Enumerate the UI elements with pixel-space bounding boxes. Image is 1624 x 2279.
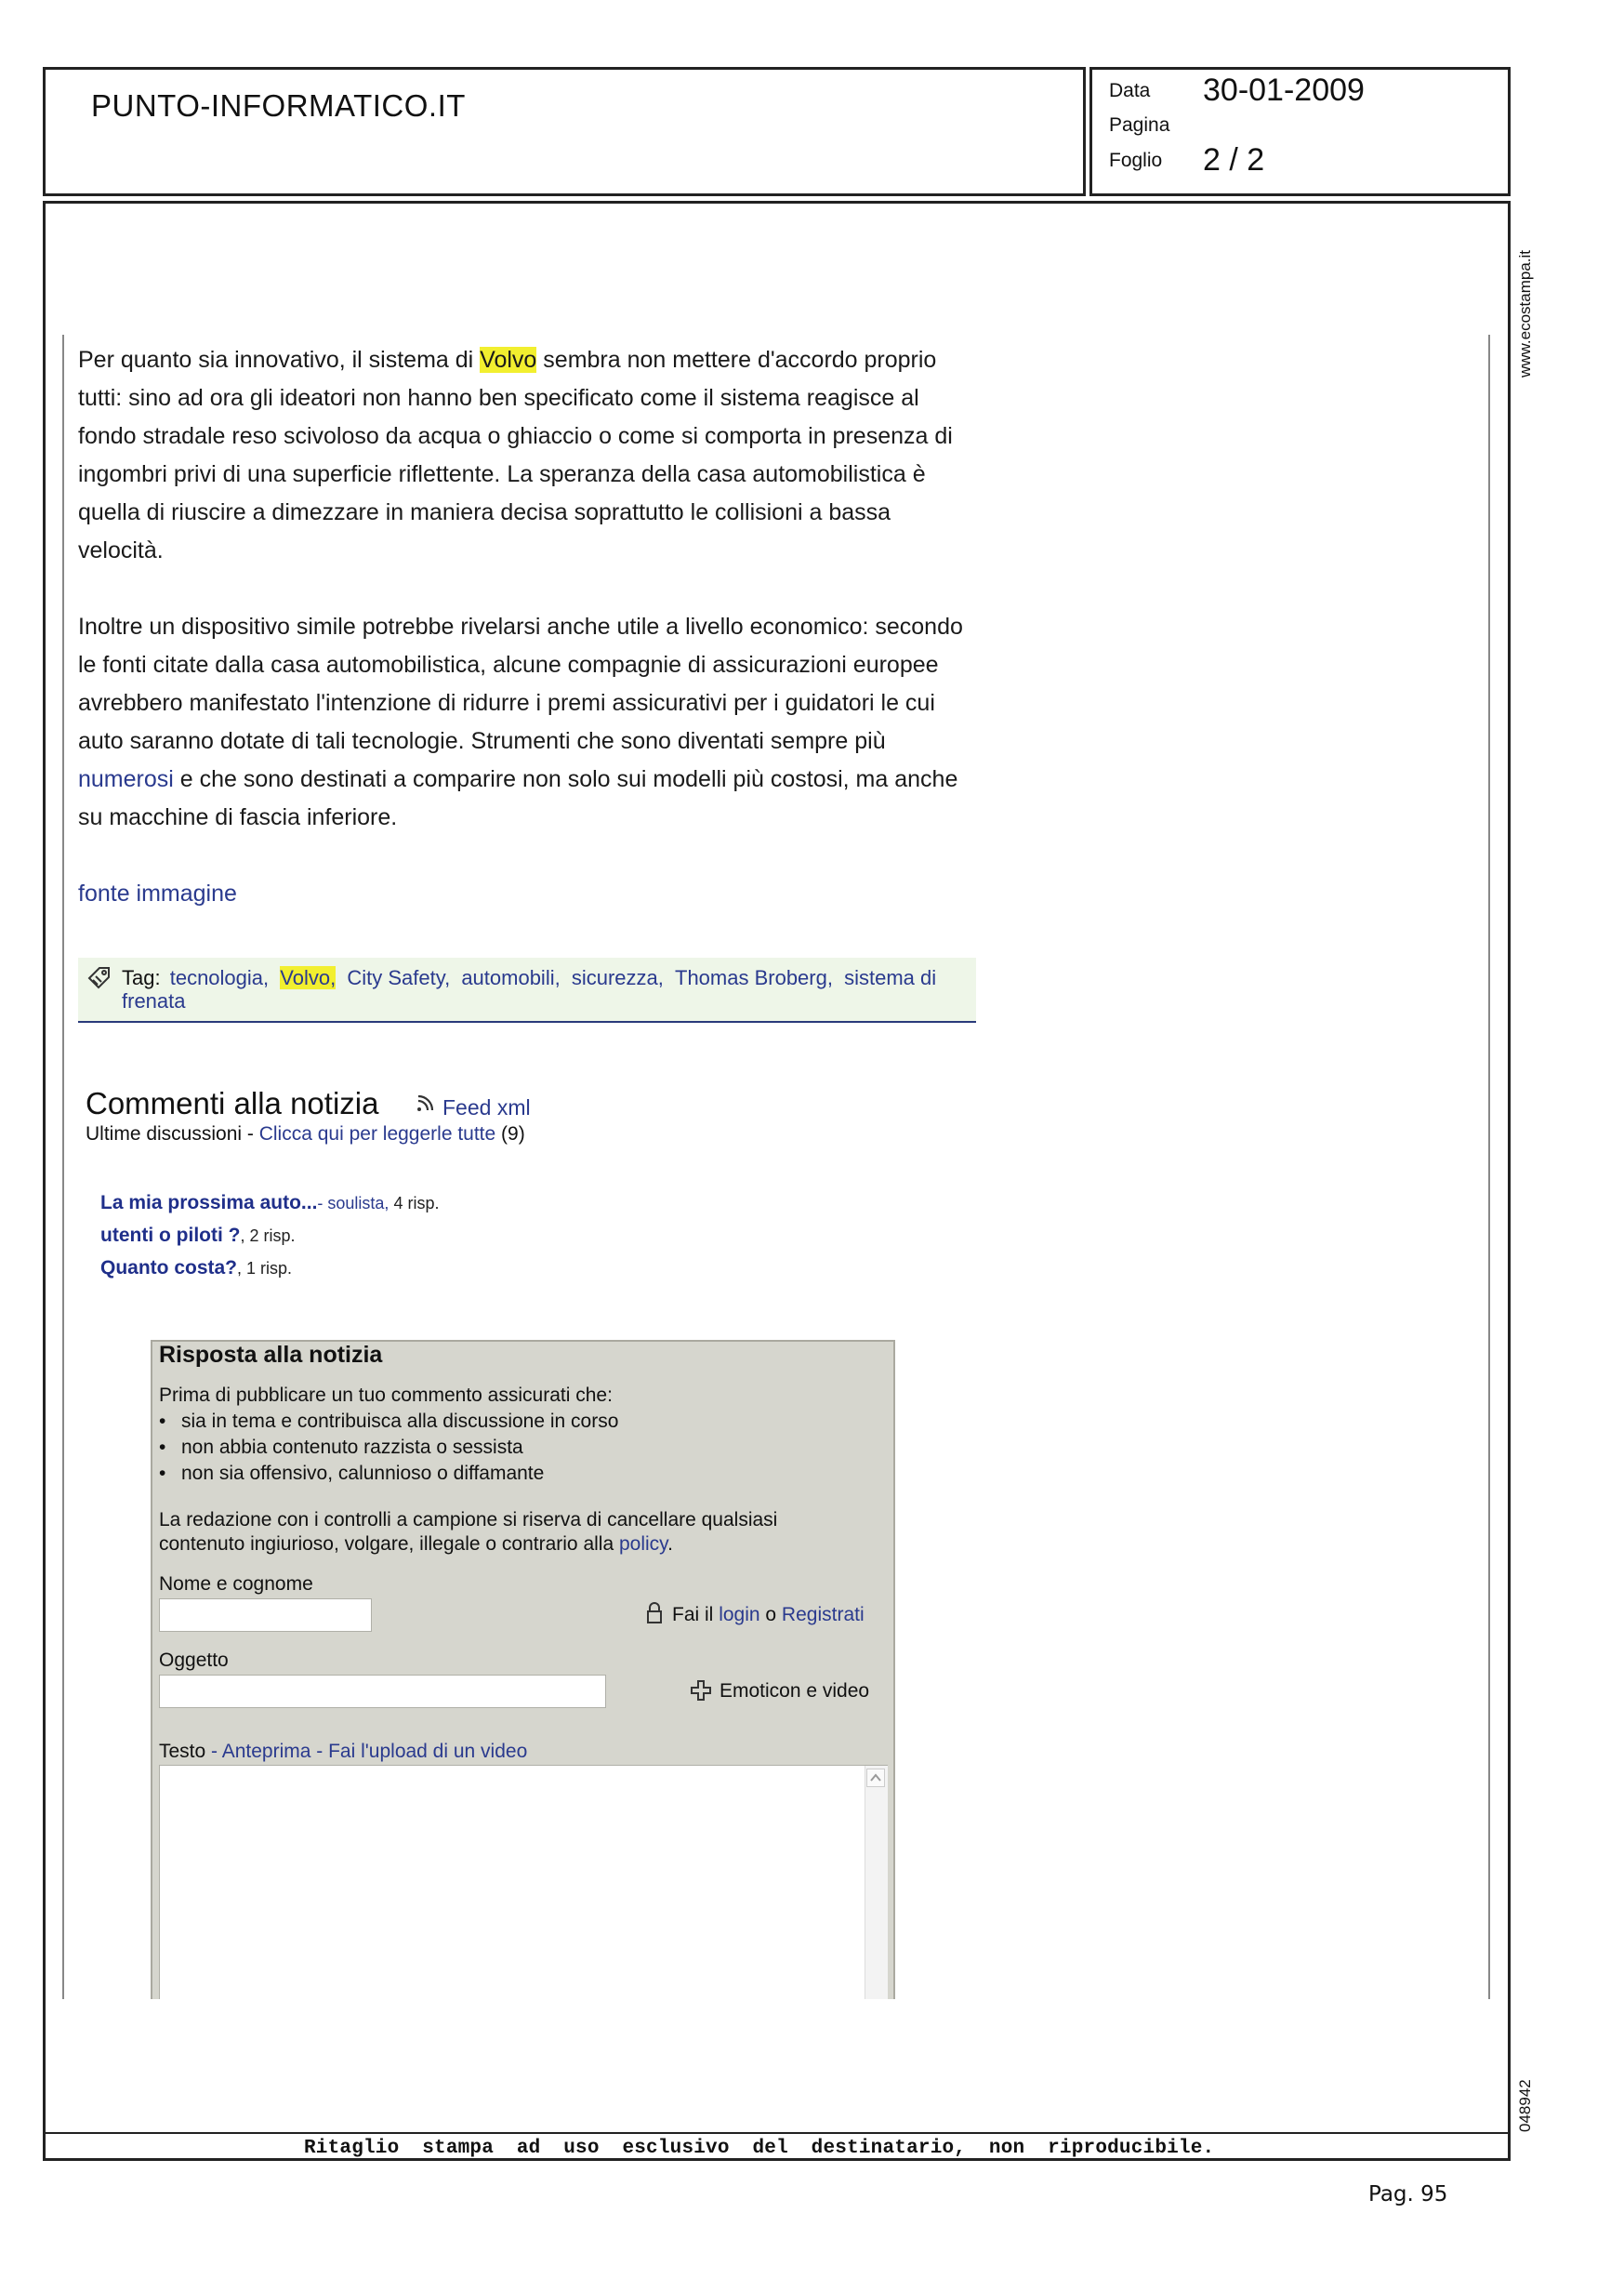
footer-notice: Ritaglio stampa ad uso esclusivo del destinatario, non riproducibile.: [304, 2138, 1215, 2159]
article-paragraph-2: [78, 608, 970, 837]
tag-thomas-broberg[interactable]: Thomas Broberg,: [675, 966, 833, 989]
sheet-value: 2 / 2: [1203, 142, 1265, 178]
separator: -: [205, 1741, 222, 1762]
textarea-scrollbar[interactable]: [865, 1766, 888, 1999]
comments-subtitle: [86, 1123, 525, 1146]
policy-text: La redazione con i controlli a campione si riserva di cancellare qualsiasi contenuto ingiurioso, volgare, illegale o contrario alla: [159, 1509, 778, 1555]
read-all-link[interactable]: Clicca qui per leggerle tutte: [258, 1123, 496, 1145]
upload-video-link[interactable]: Fai l'upload di un video: [328, 1741, 528, 1762]
p2-text-start: Inoltre un dispositivo simile potrebbe rivelarsi anche utile a livello economico: secondo le fonti citate dalla casa automobilistica, alcune compagnie di assicurazioni europee avrebbero manifestato l'intenzione di ridurre i premi assicurativi per i guidatori le cui auto saranno dotate di tali tecnologie. Strumenti che sono diventati sempre più: [78, 614, 963, 754]
web-left-rule: [62, 335, 64, 1999]
publication-name: PUNTO-INFORMATICO.IT: [91, 88, 466, 123]
register-link[interactable]: Registrati: [781, 1604, 865, 1625]
subject-input[interactable]: [159, 1675, 606, 1708]
list-item: [100, 1257, 439, 1290]
thread-separator: ,: [240, 1226, 245, 1245]
tag-icon: [86, 963, 113, 991]
login-prefix: Fai il: [672, 1604, 720, 1625]
comment-textarea[interactable]: [159, 1765, 888, 1999]
thread-author: [317, 1194, 439, 1212]
tag-volvo[interactable]: Volvo,: [280, 966, 337, 989]
text-label-line: [159, 1739, 527, 1765]
policy-end: .: [667, 1533, 673, 1555]
comments-title: Commenti alla notizia: [86, 1086, 379, 1120]
lock-icon: [645, 1601, 664, 1625]
name-label: Nome e cognome: [159, 1573, 313, 1595]
thread-replies: 2 risp.: [244, 1226, 296, 1245]
article-paragraph-1: [78, 341, 970, 570]
page-label: Pagina: [1109, 114, 1170, 136]
tag-label: Tag:: [122, 966, 161, 989]
subtitle-static: Ultime discussioni -: [86, 1123, 259, 1145]
rule-item: • sia in tema e contribuisca alla discussione in corso: [181, 1409, 618, 1435]
thread-separator: ,: [237, 1259, 243, 1278]
date-value: 30-01-2009: [1203, 73, 1365, 108]
reply-rules: [181, 1409, 618, 1487]
date-label: Data: [1109, 80, 1151, 101]
login-or: o: [759, 1604, 782, 1625]
policy-note: [159, 1508, 865, 1557]
tag-automobili[interactable]: automobili,: [461, 966, 561, 989]
thread-replies: 4 risp.: [389, 1194, 440, 1212]
code-vertical: 048942: [1516, 2079, 1534, 2132]
separator: -: [310, 1741, 329, 1762]
highlight-volvo: Volvo: [480, 347, 537, 373]
feed-xml-link[interactable]: Feed xml: [442, 1095, 531, 1120]
tag-sicurezza[interactable]: sicurezza,: [571, 966, 664, 989]
preview-link[interactable]: Anteprima: [221, 1741, 311, 1762]
rule-item: • non sia offensivo, calunnioso o diffamante: [181, 1461, 618, 1487]
name-input[interactable]: [159, 1598, 372, 1632]
thread-link[interactable]: La mia prossima auto...: [100, 1192, 318, 1213]
text-label: Testo: [159, 1741, 206, 1762]
discussion-list: [100, 1192, 439, 1290]
thread-link[interactable]: Quanto costa?: [100, 1257, 238, 1279]
subtitle-count: (9): [495, 1123, 525, 1145]
website-vertical: www.ecostampa.it: [1516, 250, 1534, 378]
thread-replies: 1 risp.: [242, 1259, 293, 1278]
sheet-label: Foglio: [1109, 150, 1163, 171]
rss-feed-icon: [416, 1094, 434, 1113]
emoticon-video-link[interactable]: Emoticon e video: [720, 1680, 870, 1702]
tag-list: [122, 966, 958, 1013]
numerosi-link[interactable]: numerosi: [78, 766, 174, 792]
tag-tecnologia[interactable]: tecnologia,: [169, 966, 270, 989]
thread-author: [240, 1226, 295, 1245]
scroll-up-icon[interactable]: [866, 1769, 885, 1787]
p1-text-start: Per quanto sia innovativo, il sistema di: [78, 347, 481, 373]
reply-form-title: Risposta alla notizia: [159, 1342, 383, 1368]
list-item: [100, 1192, 439, 1225]
list-item: [100, 1225, 439, 1257]
reply-form-intro: Prima di pubblicare un tuo commento assicurati che:: [159, 1385, 613, 1406]
web-right-rule: [1488, 335, 1490, 1999]
p2-text-end: e che sono destinati a comparire non solo sui modelli più costosi, ma anche su macchine di fascia inferiore.: [78, 766, 958, 830]
login-link[interactable]: login: [719, 1604, 760, 1625]
header-left-box: [43, 67, 1086, 196]
tag-sistema-di-frenata[interactable]: sistema di frenata: [122, 966, 937, 1013]
footer-divider: [43, 2132, 1511, 2134]
thread-link[interactable]: utenti o piloti ?: [100, 1225, 241, 1246]
page-number: Pag. 95: [1368, 2182, 1448, 2206]
policy-link[interactable]: policy: [618, 1533, 668, 1555]
emoticon-icon: [690, 1679, 712, 1702]
tag-city-safety[interactable]: City Safety,: [347, 966, 451, 989]
thread-author-link[interactable]: - soulista,: [317, 1194, 389, 1212]
login-line: [672, 1602, 865, 1628]
thread-author: [237, 1259, 292, 1278]
p1-text-end: sembra non mettere d'accordo proprio tutti: sino ad ora gli ideatori non hanno ben specificato come il sistema reagisce al fondo stradale reso scivoloso da acqua o ghiaccio o come si comporta in presenza di ingombri privi di una superficie riflettente. La speranza della casa automobilistica è quella di riuscire a dimezzare in maniera decisa soprattutto le collisioni a bassa velocità.: [78, 347, 953, 563]
rule-item: • non abbia contenuto razzista o sessista: [181, 1435, 618, 1461]
subject-label: Oggetto: [159, 1650, 229, 1671]
source-image-link[interactable]: fonte immagine: [78, 881, 237, 907]
